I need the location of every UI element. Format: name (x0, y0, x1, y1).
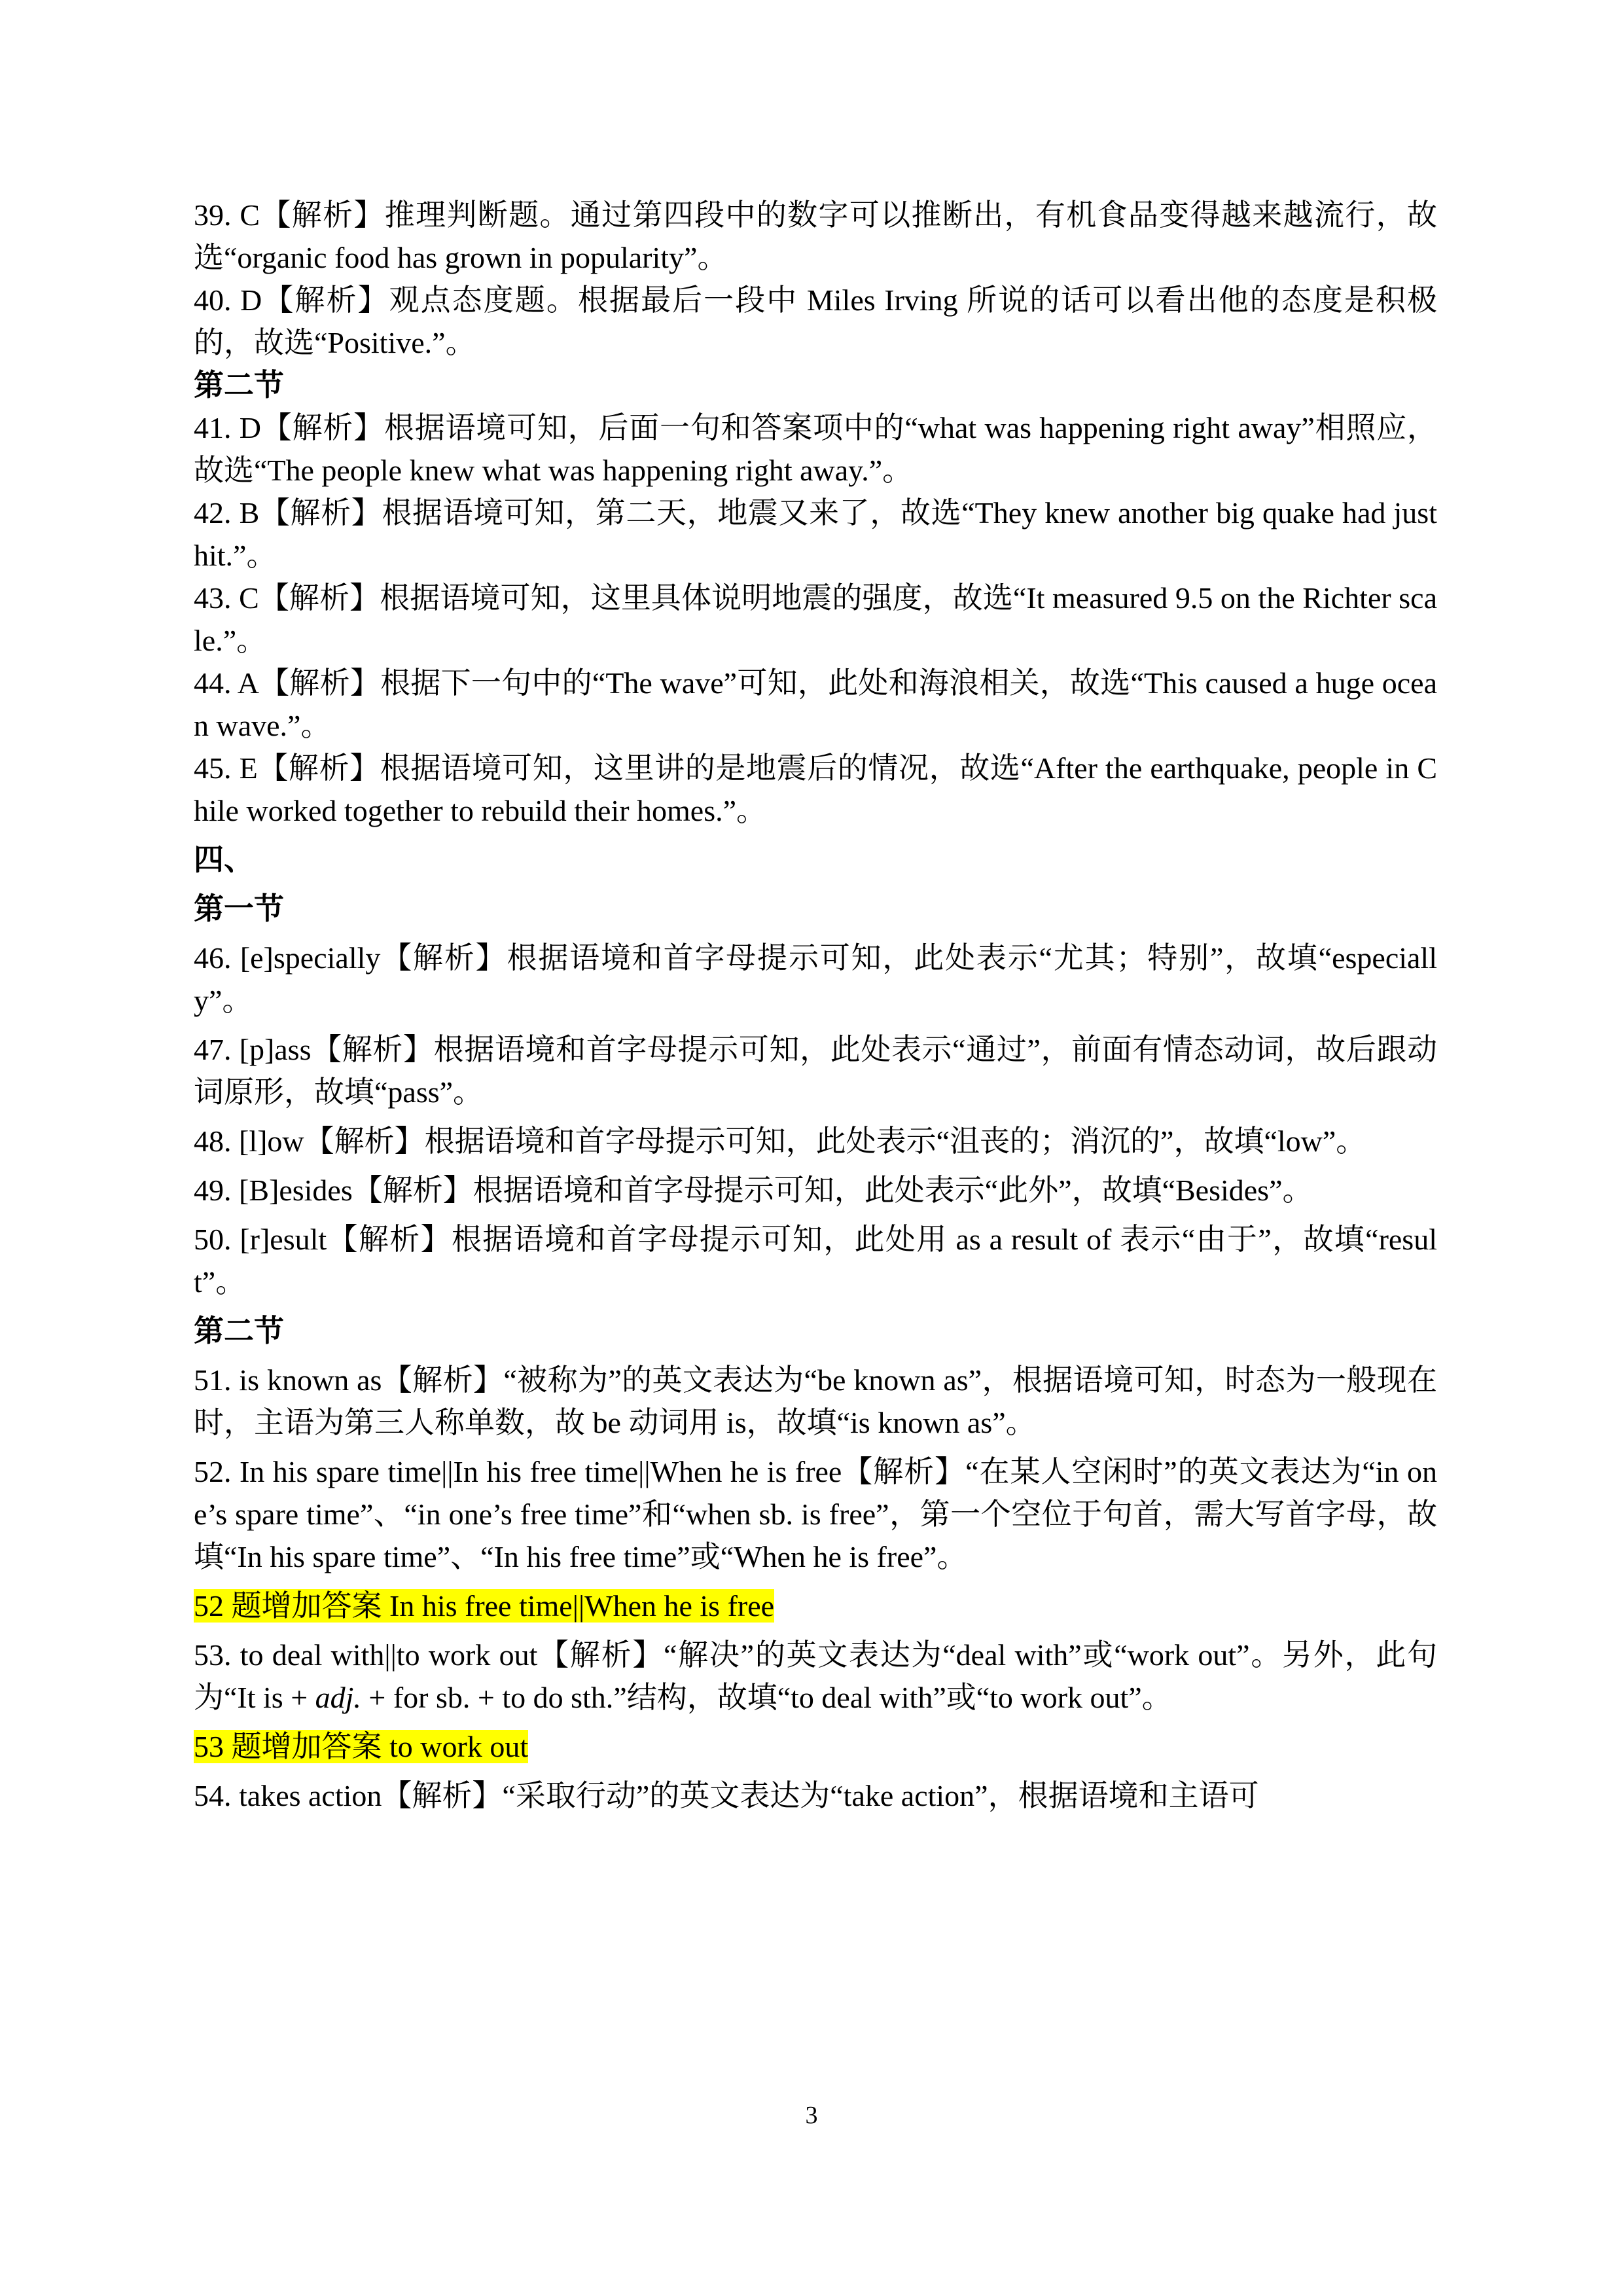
item-50: 50. [r]esult【解析】根据语境和首字母提示可知，此处用 as a result of 表示“由于”，故填“result”。 (194, 1223, 1437, 1299)
item-54: 54. takes action【解析】“采取行动”的英文表达为“take action”，根据语境和主语可 (194, 1779, 1259, 1812)
item-51: 51. is known as【解析】“被称为”的英文表达为“be known as”，根据语境可知，时态为一般现在时，主语为第三人称单数，故 be 动词用 is，故填“is known as”。 (194, 1363, 1437, 1439)
item-46: 46. [e]specially【解析】根据语境和首字母提示可知，此处表示“尤其；特别”，故填“especially”。 (194, 941, 1437, 1017)
item-47: 47. [p]ass【解析】根据语境和首字母提示可知，此处表示“通过”，前面有情态动词，故后跟动词原形，故填“pass”。 (194, 1033, 1437, 1109)
item-52-addition (194, 1585, 1437, 1627)
item-39: 39. C【解析】推理判断题。通过第四段中的数字可以推断出，有机食品变得越来越流行，故选“organic food has grown in popularity”。 (194, 198, 1437, 274)
item-53-addition (194, 1725, 1437, 1768)
item-42: 42. B【解析】根据语境可知，第二天，地震又来了，故选“They knew another big quake had just hit.”。 (194, 496, 1437, 572)
item-44: 44. A【解析】根据下一句中的“The wave”可知，此处和海浪相关，故选“This caused a huge ocean wave.”。 (194, 666, 1437, 742)
section-heading-2a: 第二节 (194, 368, 284, 402)
item-49: 49. [B]esides【解析】根据语境和首字母提示可知，此处表示“此外”，故填“Besides”。 (194, 1174, 1313, 1207)
item-40: 40. D【解析】观点态度题。根据最后一段中 Miles Irving 所说的话可以看出他的态度是积极的，故选“Positive.”。 (194, 283, 1437, 359)
item-53 (194, 1634, 1437, 1719)
highlight-53: 53 题增加答案 to work out (194, 1730, 529, 1763)
item-45: 45. E【解析】根据语境可知，这里讲的是地震后的情况，故选“After the earthquake, people in Chile worked together to rebuild their homes.”。 (194, 751, 1437, 827)
answer-explanations (194, 194, 1437, 1817)
part-heading-four: 四、 (194, 843, 254, 876)
page-number: 3 (805, 2102, 818, 2129)
highlight-52: 52 题增加答案 In his free time||When he is free (194, 1589, 775, 1623)
item-52: 52. In his spare time||In his free time||When he is free【解析】“在某人空闲时”的英文表达为“in one’s spare time”、“in one’s free time”和“when sb. is free”，第一个空位于句首，需大写首字母，故填“In his spare time”、“In his free time”或“When he is free”。 (194, 1455, 1437, 1573)
item-48: 48. [l]ow【解析】根据语境和首字母提示可知，此处表示“沮丧的；消沉的”，故填“low”。 (194, 1124, 1366, 1158)
item-43: 43. C【解析】根据语境可知，这里具体说明地震的强度，故选“It measured 9.5 on the Richter scale.”。 (194, 581, 1437, 657)
item-53-adj: adj. (315, 1681, 361, 1714)
item-53-text-b: + for sb. + to do sth.”结构，故填“to deal with”或“to work out”。 (361, 1681, 1172, 1714)
section-heading-2b: 第二节 (194, 1314, 284, 1348)
section-heading-1: 第一节 (194, 892, 284, 925)
item-41: 41. D【解析】根据语境可知，后面一句和答案项中的“what was happening right away”相照应，故选“The people knew what was happening right away.”。 (194, 411, 1437, 487)
item-53-text-a: 53. to deal with||to work out【解析】“解决”的英文表达为“deal with”或“work out”。另外，此句为“It is + (194, 1638, 1437, 1714)
